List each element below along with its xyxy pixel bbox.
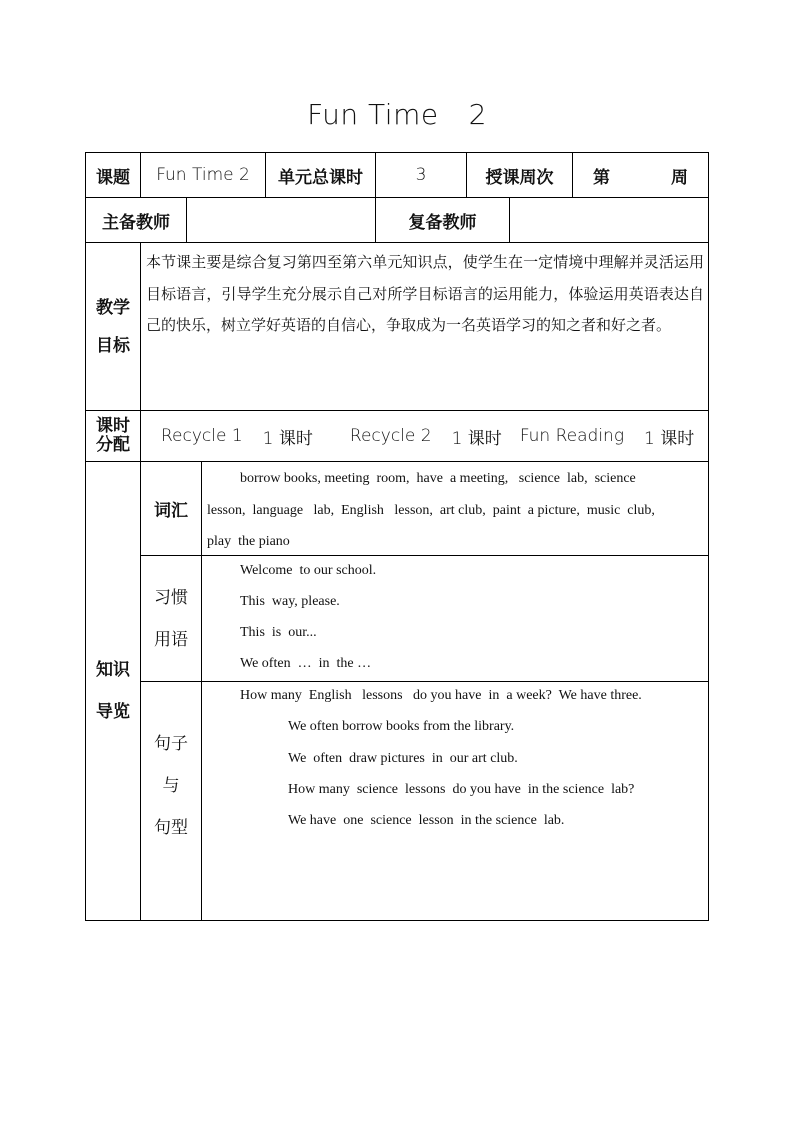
sentence-line: We have one science lesson in the science lab. xyxy=(288,813,565,828)
sentences-label-3: 句型 xyxy=(154,818,188,838)
row-divider xyxy=(85,242,709,243)
vocab-line: borrow books, meeting room, have a meeting, science lab, science xyxy=(240,471,636,486)
topic-value: Fun Time 2 xyxy=(156,165,250,185)
week-suffix: 周 xyxy=(671,167,688,188)
objectives-text: 本节课主要是综合复习第四至第六单元知识点，使学生在一定情境中理解并灵活运用目标语言，引导学生充分展示自己对所学目标语言的运用能力，体验运用英语表达自己的快乐，树立学好英语的自信心，争取成为一名英语学习的知之者和好之者。 xyxy=(146,253,704,334)
table-border-right xyxy=(708,152,709,921)
co-teacher-value[interactable] xyxy=(510,198,708,242)
knowledge-label-2: 导览 xyxy=(96,702,130,722)
sentence-line: We often draw pictures in our art club. xyxy=(288,751,518,766)
title-text: Fun Time xyxy=(307,98,439,131)
sentence-line: We often borrow books from the library. xyxy=(288,719,515,734)
main-teacher-label: 主备教师 xyxy=(102,212,170,233)
sentences-label xyxy=(141,682,201,920)
sentences-label-2: 与 xyxy=(162,776,180,796)
knowledge-label-1: 知识 xyxy=(96,660,130,680)
objectives-label-2: 目标 xyxy=(96,335,130,356)
week-label: 授课周次 xyxy=(485,167,554,188)
allocation-item-name: Recycle 2 xyxy=(349,426,432,446)
phrase-line: Welcome to our school. xyxy=(240,563,377,578)
allocation-list xyxy=(161,411,701,461)
row-divider xyxy=(140,681,709,682)
phrase-line: This way, please. xyxy=(240,594,340,609)
total-hours-label: 单元总课时 xyxy=(278,167,363,188)
allocation-label xyxy=(86,411,140,461)
phrase-line: We often … in the … xyxy=(240,656,372,671)
phrases-label-2: 用语 xyxy=(154,629,188,650)
knowledge-label xyxy=(86,462,140,920)
allocation-item-hours: 1 课时 xyxy=(644,428,695,449)
main-teacher-value[interactable] xyxy=(187,198,375,242)
vocab-line: play the piano xyxy=(207,534,290,549)
phrases-label xyxy=(141,556,201,681)
sentence-line: How many science lessons do you have in the science lab? xyxy=(288,782,635,797)
allocation-item-name: Recycle 1 xyxy=(161,426,243,446)
topic-label: 课题 xyxy=(96,167,130,188)
vocab-label: 词汇 xyxy=(154,501,188,521)
allocation-label-2: 分配 xyxy=(96,435,130,455)
objectives-label xyxy=(86,243,140,410)
phrases-label-1: 习惯 xyxy=(154,587,188,608)
week-prefix: 第 xyxy=(593,167,610,188)
vocab-line: lesson, language lab, English lesson, art club, paint a picture, music club, xyxy=(207,502,655,518)
sentences-label-1: 句子 xyxy=(154,734,188,754)
total-hours-value: 3 xyxy=(415,165,427,185)
objectives-label-1: 教学 xyxy=(96,297,130,318)
allocation-item-hours: 1 课时 xyxy=(262,428,313,449)
sentence-line: How many English lessons do you have in a week? We have three. xyxy=(240,688,642,703)
allocation-label-1: 课时 xyxy=(96,416,130,436)
allocation-item-name: Fun Reading xyxy=(519,426,625,446)
week-value xyxy=(573,153,708,197)
phrase-line: This is our... xyxy=(240,625,317,640)
table-border-bottom xyxy=(85,920,709,921)
allocation-item-hours: 1 课时 xyxy=(451,428,502,449)
vocab-text xyxy=(207,463,703,558)
co-teacher-label: 复备教师 xyxy=(408,212,477,233)
title-number: 2 xyxy=(468,98,487,131)
col-divider xyxy=(201,461,202,921)
